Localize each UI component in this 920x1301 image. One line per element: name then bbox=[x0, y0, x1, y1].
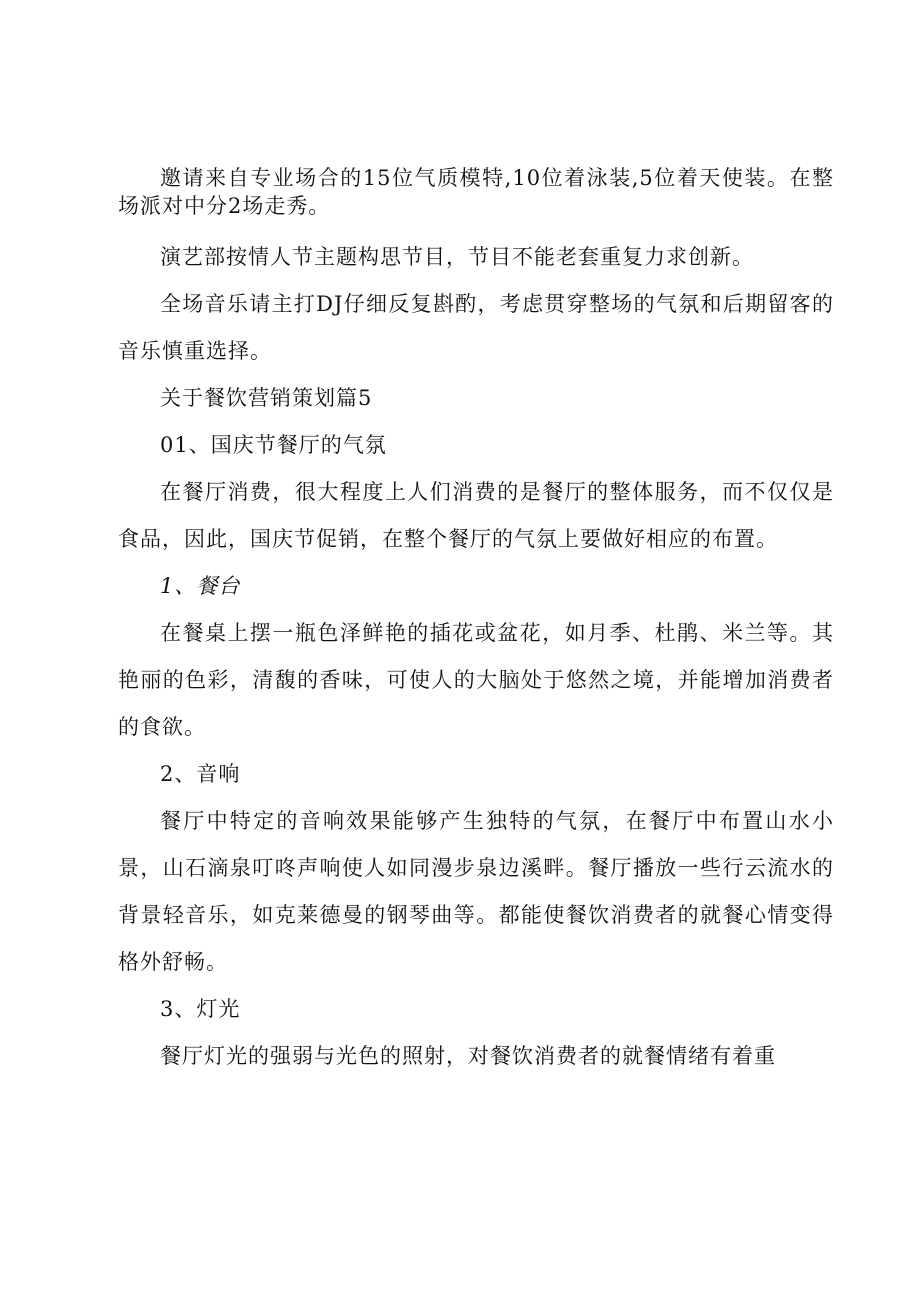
paragraph-performance: 演艺部按情人节主题构思节目，节目不能老套重复力求创新。 bbox=[160, 245, 754, 269]
heading-table-text: 1、餐台 bbox=[160, 574, 241, 598]
heading-lighting: 3、灯光 bbox=[160, 997, 241, 1021]
paragraph-models: 邀请来自专业场合的15位气质模特,10位着泳装,5位着天使装。在整场派对中分2场走秀。 bbox=[118, 166, 834, 218]
heading-sound: 2、音响 bbox=[160, 762, 241, 786]
document-body bbox=[118, 160, 834, 1080]
heading-atmosphere: 01、国庆节餐厅的气氛 bbox=[160, 433, 387, 457]
paragraph-lighting: 餐厅灯光的强弱与光色的照射，对餐饮消费者的就餐情绪有着重 bbox=[160, 1044, 776, 1068]
paragraph-overall-service: 在餐厅消费，很大程度上人们消费的是餐厅的整体服务，而不仅仅是食品，因此，国庆节促销，在整个餐厅的气氛上要做好相应的布置。 bbox=[118, 480, 834, 551]
section-title: 关于餐饮营销策划篇5 bbox=[160, 386, 373, 410]
paragraph-sound: 餐厅中特定的音响效果能够产生独特的气氛，在餐厅中布置山水小景，山石滴泉叮咚声响使人如同漫步泉边溪畔。餐厅播放一些行云流水的背景轻音乐，如克莱德曼的钢琴曲等。都能使餐饮消费者的就餐心情变得格外舒畅。 bbox=[118, 809, 834, 974]
paragraph-music: 全场音乐请主打DJ仔细反复斟酌，考虑贯穿整场的气氛和后期留客的音乐慎重选择。 bbox=[118, 292, 834, 363]
paragraph-flowers: 在餐桌上摆一瓶色泽鲜艳的插花或盆花，如月季、杜鹃、米兰等。其艳丽的色彩，清馥的香味，可使人的大脑处于悠然之境，并能增加消费者的食欲。 bbox=[118, 621, 834, 739]
heading-table bbox=[118, 563, 834, 610]
